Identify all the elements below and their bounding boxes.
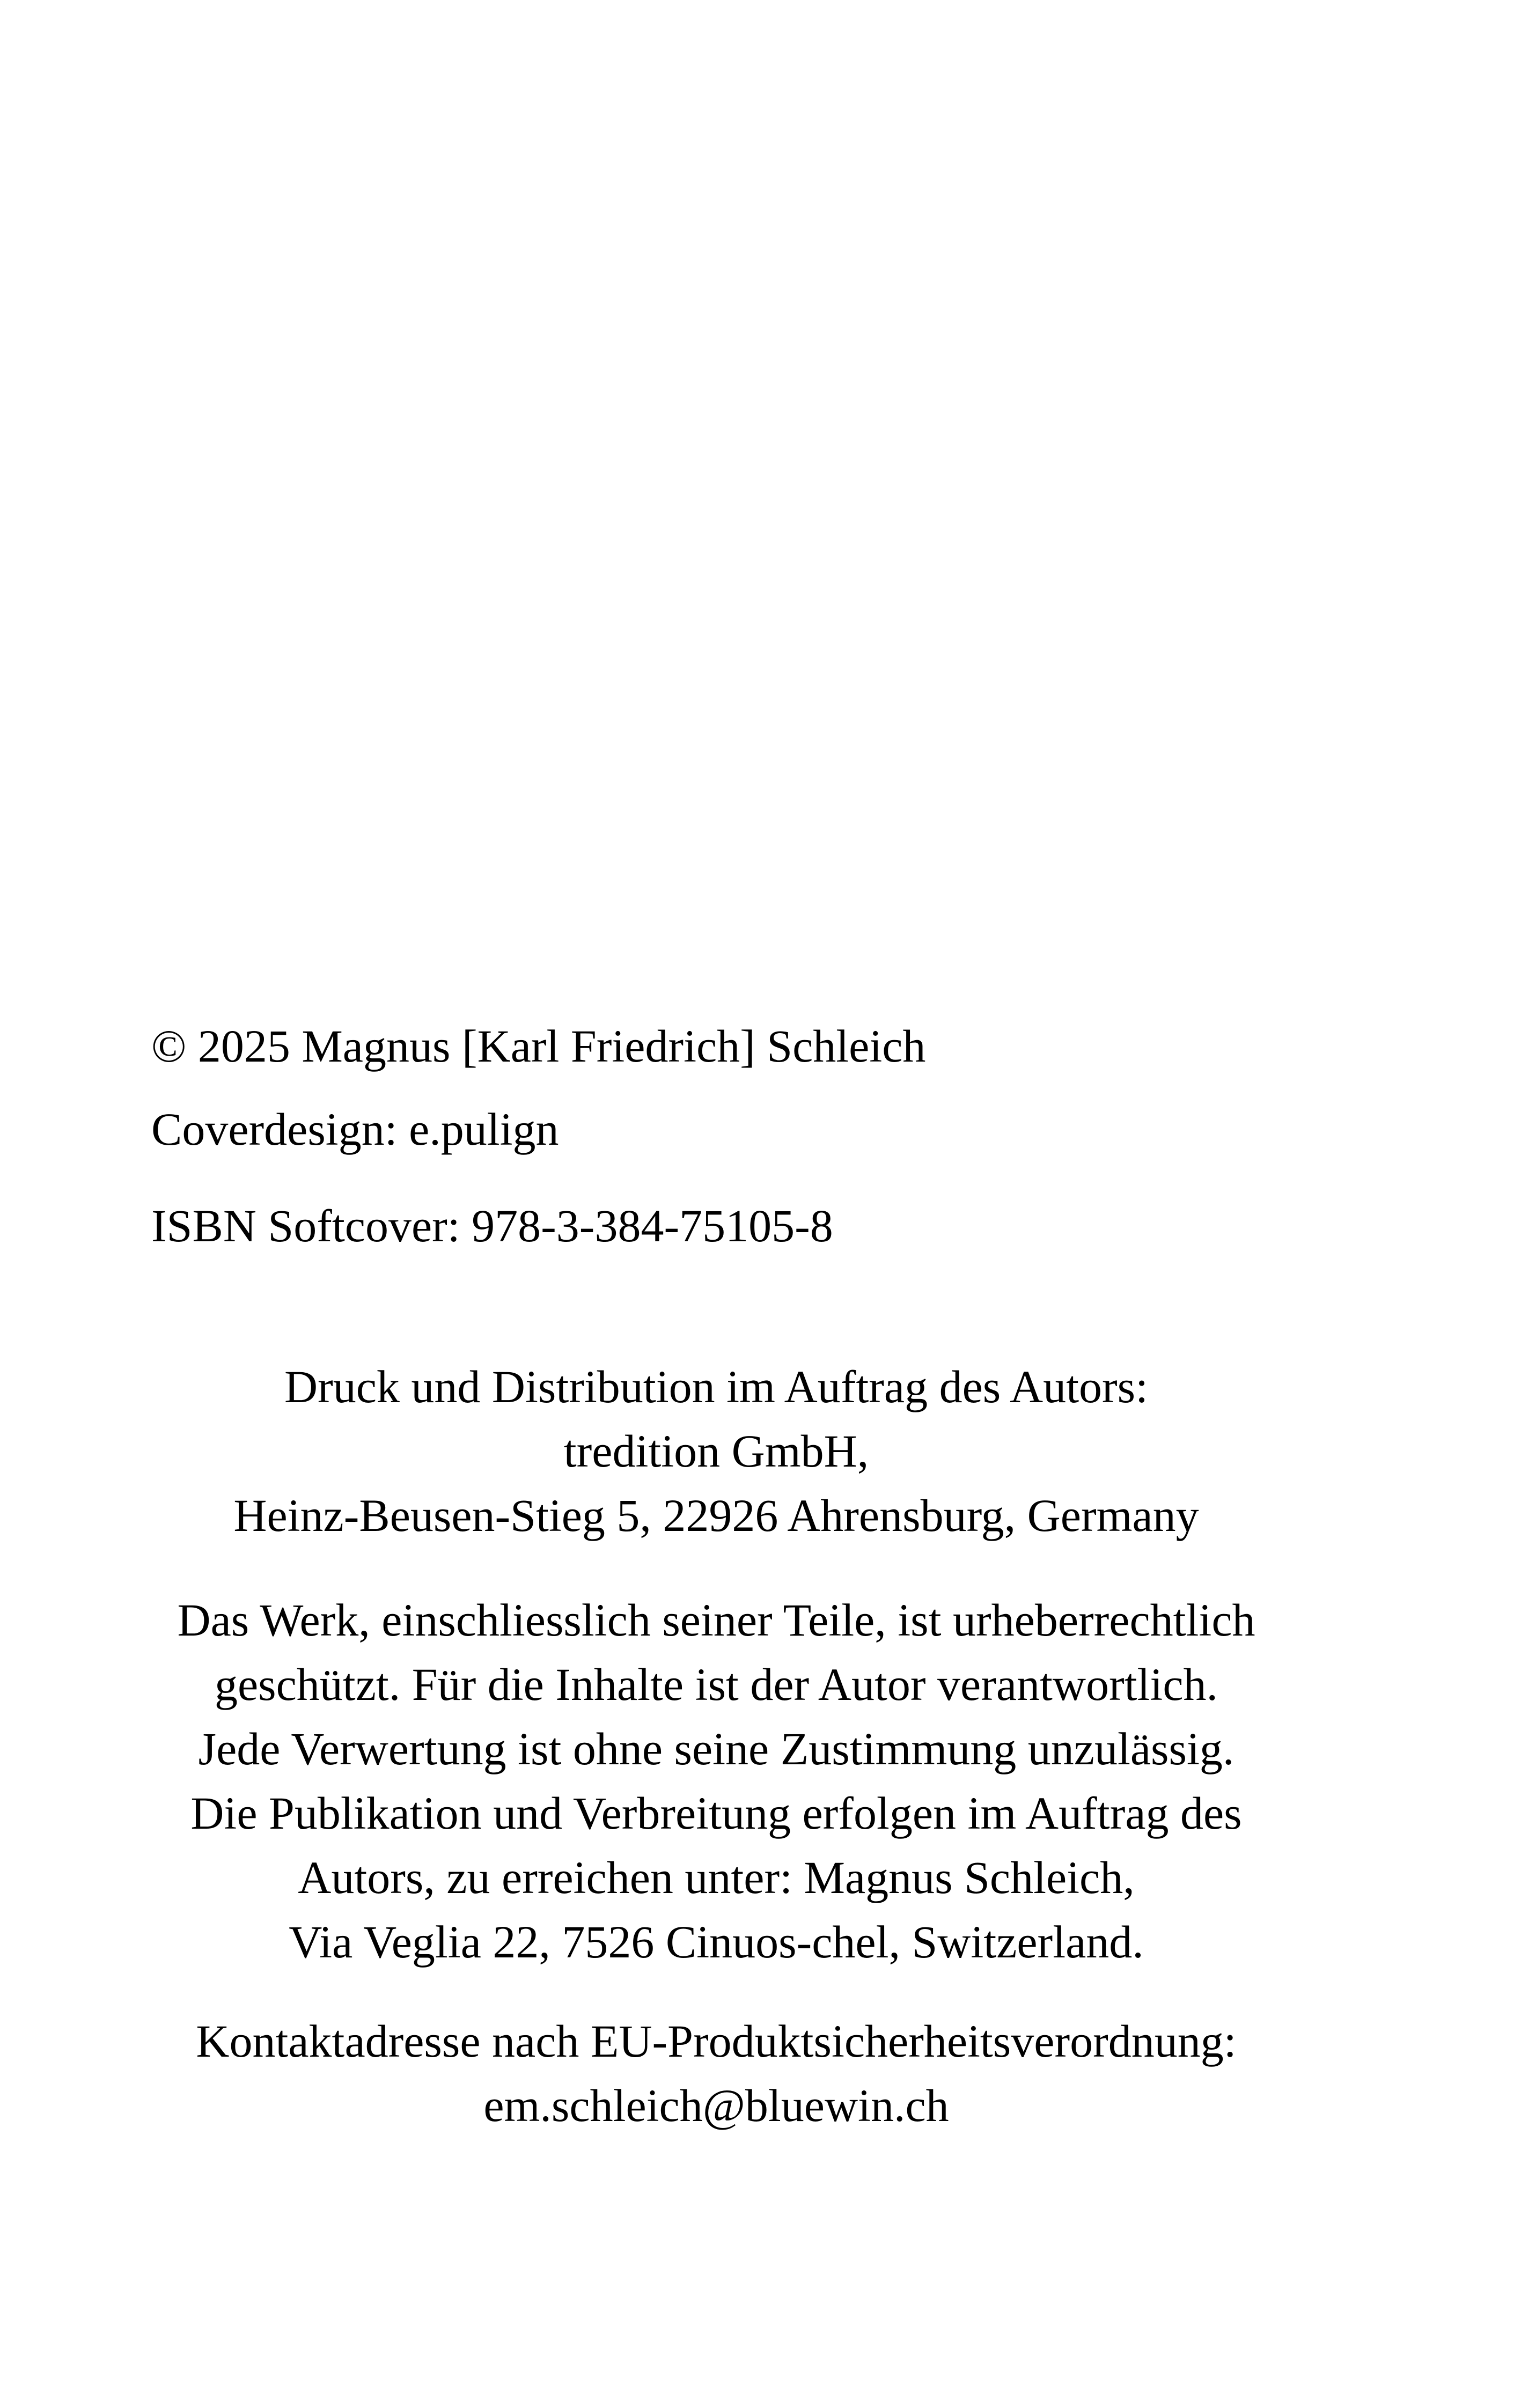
rights-line: geschützt. Für die Inhalte ist der Autor verantwortlich. — [215, 1659, 1218, 1710]
rights-line: Autors, zu erreichen unter: Magnus Schleich, — [298, 1852, 1135, 1903]
distribution-line: Druck und Distribution im Auftrag des Autors: — [284, 1361, 1148, 1412]
copyright-line: © 2025 Magnus [Karl Friedrich] Schleich — [151, 1020, 926, 1072]
distribution-line: tredition GmbH, — [563, 1425, 869, 1477]
cover-design-line: Coverdesign: e.pulign — [151, 1103, 559, 1155]
contact-line: Kontaktadresse nach EU-Produktsicherheitsverordnung: — [196, 2015, 1237, 2067]
isbn-line: ISBN Softcover: 978-3-384-75105-8 — [151, 1200, 833, 1251]
contact-email: em.schleich@bluewin.ch — [483, 2080, 949, 2131]
rights-line: Das Werk, einschliesslich seiner Teile, ist urheberrechtlich — [177, 1594, 1255, 1646]
rights-line: Jede Verwertung ist ohne seine Zustimmung unzulässig. — [198, 1723, 1235, 1774]
rights-line: Die Publikation und Verbreitung erfolgen im Auftrag des — [190, 1787, 1242, 1839]
rights-line: Via Veglia 22, 7526 Cinuos-chel, Switzerland. — [289, 1916, 1144, 1968]
distribution-line: Heinz-Beusen-Stieg 5, 22926 Ahrensburg, Germany — [233, 1490, 1199, 1541]
